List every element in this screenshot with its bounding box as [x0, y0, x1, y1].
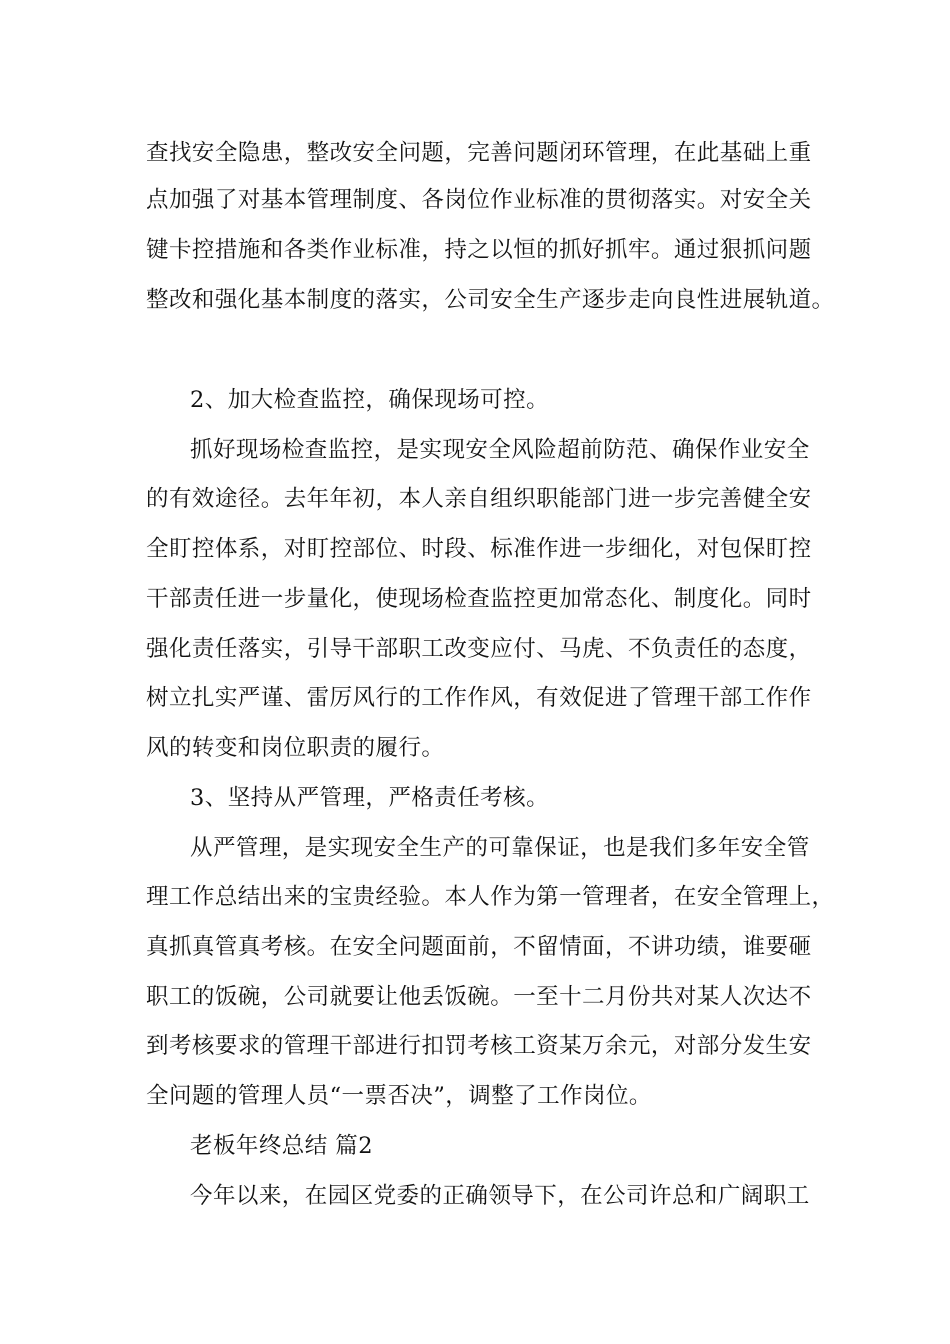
- paragraph-line: 点加强了对基本管理制度、各岗位作业标准的贯彻落实。对安全关: [146, 187, 812, 213]
- section-title: 老板年终总结 篇2: [190, 1133, 374, 1159]
- paragraph-line: 强化责任落实，引导干部职工改变应付、马虎、不负责任的态度，: [146, 636, 812, 662]
- paragraph-line: 整改和强化基本制度的落实，公司安全生产逐步走向良性进展轨道。: [146, 287, 835, 313]
- paragraph-line: 风的转变和岗位职责的履行。: [146, 735, 445, 761]
- paragraph-line: 的有效途径。去年年初，本人亲自组织职能部门进一步完善健全安: [146, 486, 812, 512]
- paragraph-line: 查找安全隐患，整改安全问题，完善问题闭环管理，在此基础上重: [146, 140, 812, 166]
- paragraph-line: 职工的饭碗，公司就要让他丢饭碗。一至十二月份共对某人次达不: [146, 984, 812, 1010]
- paragraph-line: 树立扎实严谨、雷厉风行的工作作风，有效促进了管理干部工作作: [146, 685, 812, 711]
- paragraph-line: 键卡控措施和各类作业标准，持之以恒的抓好抓牢。通过狠抓问题: [146, 237, 812, 263]
- section-heading: 3、坚持从严管理，严格责任考核。: [190, 785, 550, 811]
- paragraph-line: 理工作总结出来的宝贵经验。本人作为第一管理者，在安全管理上，: [146, 884, 835, 910]
- paragraph-line: 抓好现场检查监控，是实现安全风险超前防范、确保作业安全: [190, 437, 810, 463]
- paragraph-line: 全盯控体系，对盯控部位、时段、标准作进一步细化，对包保盯控: [146, 536, 812, 562]
- paragraph-line: 真抓真管真考核。在安全问题面前，不留情面，不讲功绩，谁要砸: [146, 934, 812, 960]
- section-heading: 2、加大检查监控，确保现场可控。: [190, 387, 550, 413]
- paragraph-line: 从严管理，是实现安全生产的可靠保证，也是我们多年安全管: [190, 835, 810, 861]
- paragraph-line: 到考核要求的管理干部进行扣罚考核工资某万余元，对部分发生安: [146, 1033, 812, 1059]
- paragraph-line: 干部责任进一步量化，使现场检查监控更加常态化、制度化。同时: [146, 586, 812, 612]
- paragraph-line: 今年以来，在园区党委的正确领导下，在公司许总和广阔职工: [190, 1183, 810, 1209]
- paragraph-line: 全问题的管理人员“一票否决”，调整了工作岗位。: [146, 1083, 652, 1109]
